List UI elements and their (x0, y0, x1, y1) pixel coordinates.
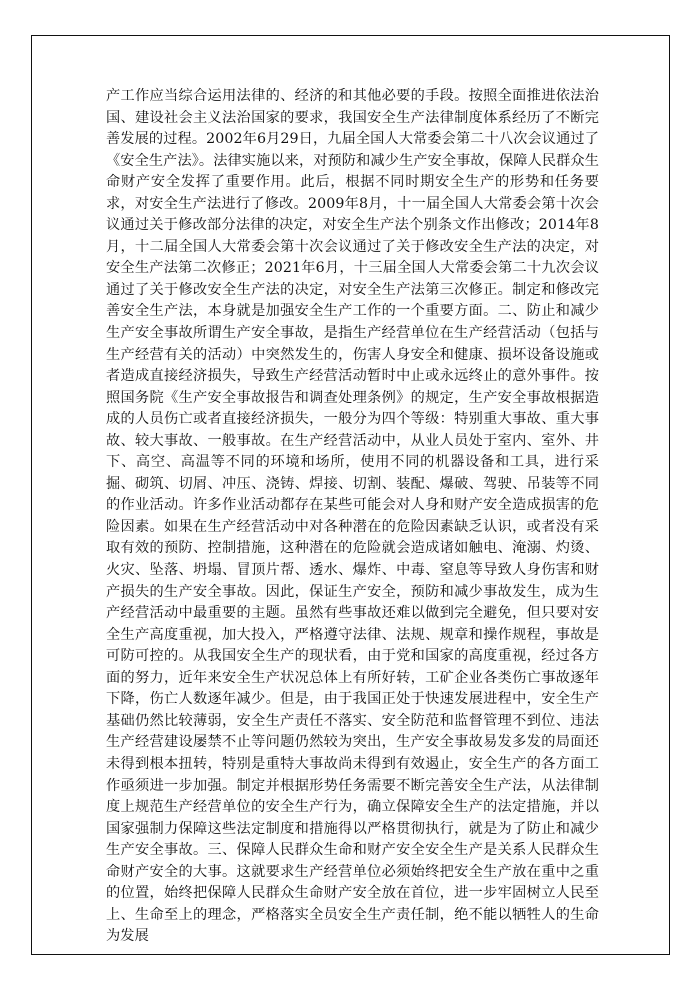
body-paragraph: 产工作应当综合运用法律的、经济的和其他必要的手段。按照全面推进依法治国、建设社会主义法治国家的要求，我国安全生产法律制度体系经历了不断完善发展的过程。2002年6月29日，九届全国人大常委会第二十八次会议通过了《安全生产法》。法律实施以来，对预防和减少生产安全事故，保障人民群众生命财产安全发挥了重要作用。此后，根据不同时期安全生产的形势和任务要求，对安全生产法进行了修改。2009年8月，十一届全国人大常委会第十次会议通过关于修改部分法律的决定，对安全生产法个别条文作出修改；2014年8月，十二届全国人大常委会第十次会议通过了关于修改安全生产法的决定，对安全生产法第二次修正；2021年6月，十三届全国人大常委会第二十九次会议通过了关于修改安全生产法的决定，对安全生产法第三次修正。制定和修改完善安全生产法，本身就是加强安全生产工作的一个重要方面。二、防止和减少生产安全事故所谓生产安全事故，是指生产经营单位在生产经营活动（包括与生产经营有关的活动）中突然发生的，伤害人身安全和健康、损坏设备设施或者造成直接经济损失，导致生产经营活动暂时中止或永远终止的意外事件。按照国务院《生产安全事故报告和调查处理条例》的规定，生产安全事故根据造成的人员伤亡或者直接经济损失，一般分为四个等级：特别重大事故、重大事故、较大事故、一般事故。在生产经营活动中，从业人员处于室内、室外、井下、高空、高温等不同的环境和场所，使用不同的机器设备和工具，进行采掘、砌筑、切屑、冲压、浇铸、焊接、切割、装配、爆破、驾驶、吊装等不同的作业活动。许多作业活动都存在某些可能会对人身和财产安全造成损害的危险因素。如果在生产经营活动中对各种潜在的危险因素缺乏认识，或者没有采取有效的预防、控制措施，这种潜在的危险就会造成诸如触电、淹溺、灼烫、火灾、坠落、坍塌、冒顶片帮、透水、爆炸、中毒、窒息等导致人身伤害和财产损失的生产安全事故。因此，保证生产安全，预防和减少事故发生，成为生产经营活动中最重要的主题。虽然有些事故还难以做到完全避免，但只要对安全生产高度重视，加大投入，严格遵守法律、法规、规章和操作规程，事故是可防可控的。从我国安全生产的现状看，由于党和国家的高度重视，经过各方面的努力，近年来安全生产状况总体上有所好转，工矿企业各类伤亡事故逐年下降，伤亡人数逐年减少。但是，由于我国正处于快速发展进程中，安全生产基础仍然比较薄弱，安全生产责任不落实、安全防范和监督管理不到位、违法生产经营建设屡禁不止等问题仍然较为突出，生产安全事故易发多发的局面还未得到根本扭转，特别是重特大事故尚未得到有效遏止，安全生产的各方面工作亟须进一步加强。制定并根据形势任务需要不断完善安全生产法，从法律制度上规范生产经营单位的安全生产行为，确立保障安全生产的法定措施，并以国家强制力保障这些法定制度和措施得以严格贯彻执行，就是为了防止和减少生产安全事故。三、保障人民群众生命和财产安全安全生产是关系人民群众生命财产安全的大事。这就要求生产经营单位必须始终把安全生产放在重中之重的位置，始终把保障人民群众生命财产安全放在首位，进一步牢固树立人民至上、生命至上的理念，严格落实全员安全生产责任制，绝不能以牺牲人的生命为发展 (106, 88, 599, 945)
